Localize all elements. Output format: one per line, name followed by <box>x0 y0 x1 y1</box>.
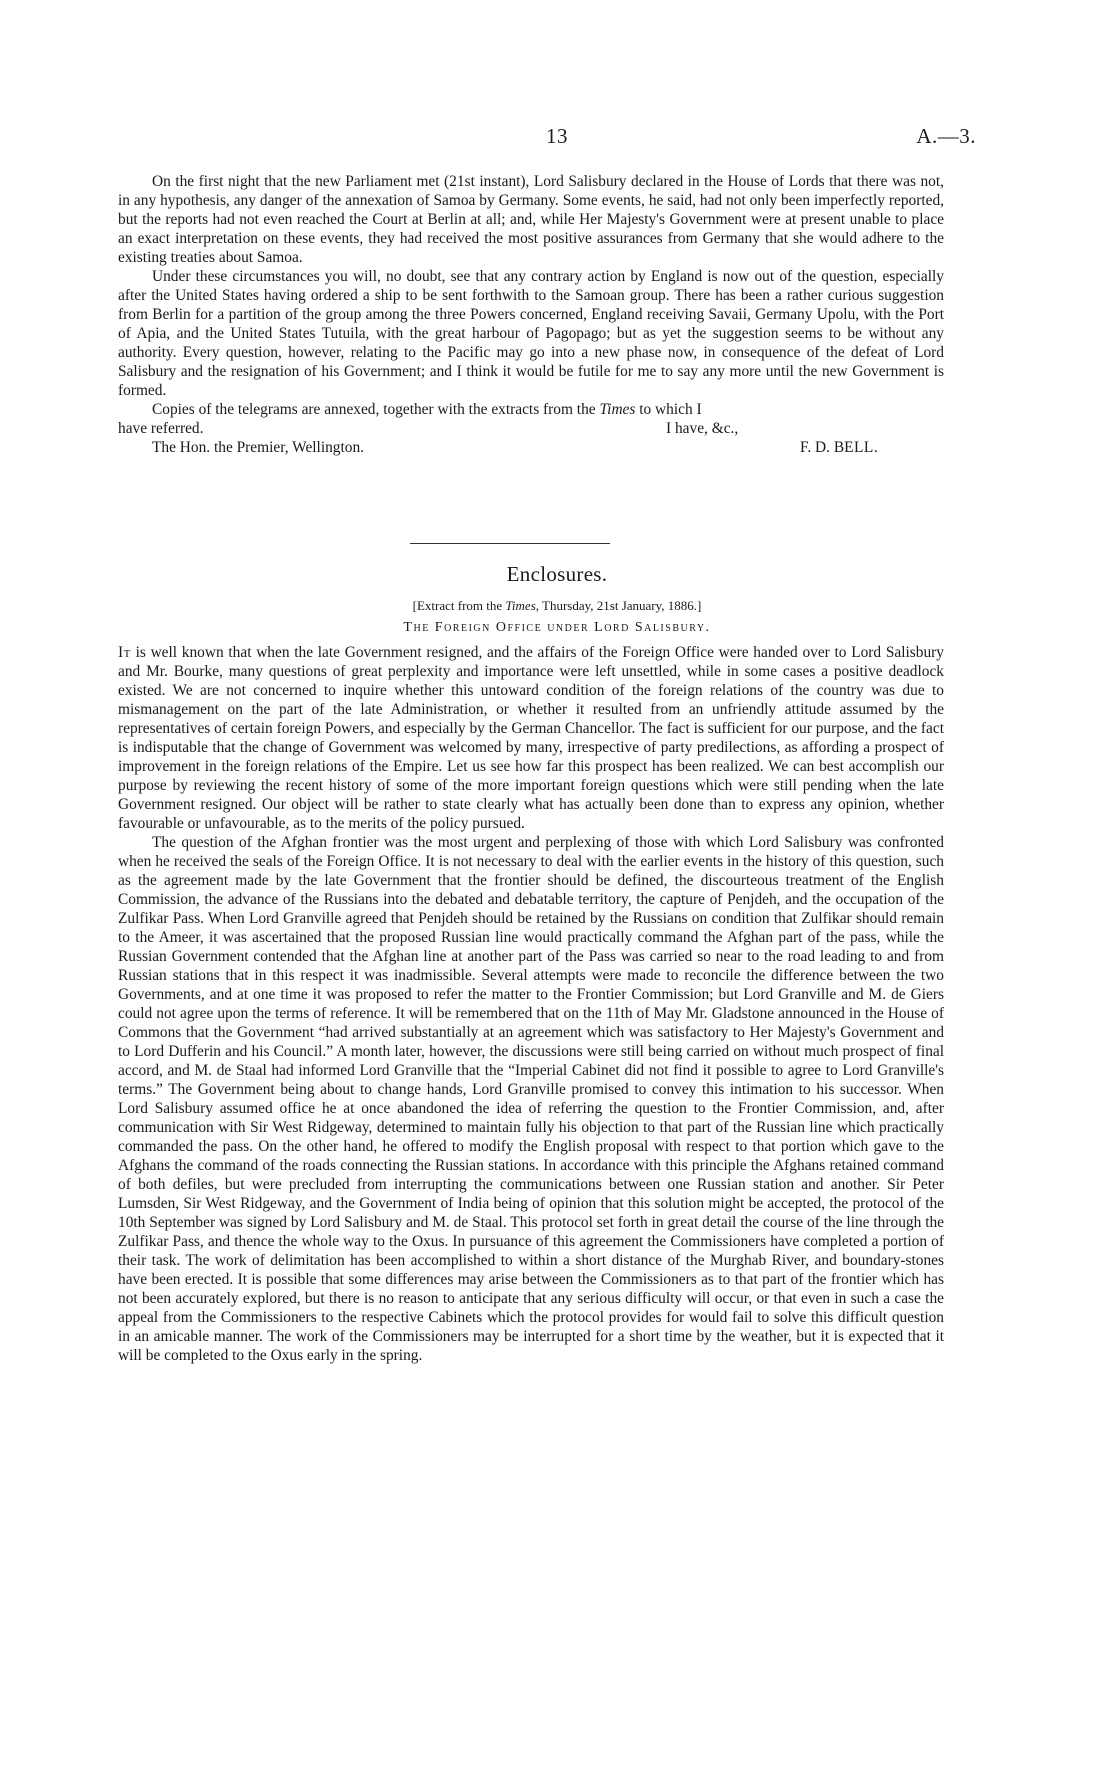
signature <box>800 438 878 457</box>
enclosures-heading: Enclosures. <box>506 562 608 586</box>
closing-phrase: I have, &c., <box>666 420 739 437</box>
letter-paragraph-1: On the first night that the new Parliament met (21st instant), Lord Salisbury declared in the House of Lords that there was not, in any hypothesis, any danger of the annexation of Samoa by Germany. Some events, he said, had not only been imperfectly reported, but the reports had not even reached the Court at Berlin at all; and, while Her Majesty's Government were at present unable to place an exact interpretation on these events, they had received the most positive assurances from Germany that she would adhere to the existing treaties about Samoa. <box>118 173 944 266</box>
copies-line-italic: Times <box>599 401 636 418</box>
extract-post: , Thursday, 21st January, 1886.] <box>535 598 702 613</box>
copies-line-start: Copies of the telegrams are annexed, together with the extracts from the <box>152 401 600 418</box>
letter-body <box>118 172 944 457</box>
extract-italic: Times <box>505 598 536 613</box>
have-referred: have referred. <box>118 420 204 437</box>
extract-pre: [Extract from the <box>412 598 506 613</box>
letter-paragraph-3 <box>118 400 944 419</box>
article-title: The Foreign Office under Lord Salisbury. <box>403 620 711 635</box>
article-paragraph-2: The question of the Afghan frontier was the most urgent and perplexing of those with which Lord Salisbury was confronted when he received the seals of the Foreign Office. It is not necessary to deal with the earlier events in the history of this question, such as the agreement made by the late Government that the frontier should be defined, the discourteous treatment of the English Commission, the advance of the Russians into the debated and debatable territory, the capture of Penjdeh, and the occupation of the Zulfikar Pass. When Lord Granville agreed that Penjdeh should be retained by the Russians on condition that Zulfikar should remain to the Ameer, it was ascertained that the proposed Russian line would practically command the Afghan part of the pass, while the Russian Government contended that the Afghan line at another part of the Pass was carried so near to the road leading to and from Russian stations that in this respect it was inadmissible. Several attempts were made to reconcile the difference between the two Governments, and at one time it was proposed to refer the matter to the Frontier Commission; but Lord Granville and M. de Giers could not agree upon the terms of reference. It will be remembered that on the 11th of May Mr. Gladstone announced in the House of Commons that the Government “had arrived substantially at an agreement which was satisfactory to Her Majesty's Government and to Lord Dufferin and his Council.” A month later, however, the discussions were still being carried on without much prospect of final accord, and M. de Staal had informed Lord Granville that the “Imperial Cabinet did not find it possible to agree to Lord Granville's terms.” The Government being about to change hands, Lord Granville promised to convey this intimation to his successor. When Lord Salisbury assumed office he at once abandoned the idea of referring the question to the Frontier Commission, and, after communication with Sir West Ridgeway, determined to maintain fully his objection to that part of the Russian line which practically commanded the pass. On the other hand, he offered to modify the English proposal with respect to that portion which gave to the Afghans the command of the roads connecting the Russian stations. In accordance with this principle the Afghans retained command of both defiles, but were precluded from interrupting the communications between one Russian station and another. Sir Peter Lumsden, Sir West Ridgeway, and the Government of India being of opinion that this solution might be accepted, the protocol of the 10th September was signed by Lord Salisbury and M. de Staal. This protocol set forth in great detail the course of the line through the Zulfikar Pass, and thence the whole way to the Oxus. In pursuance of this agreement the Commissioners have completed a portion of their task. The work of delimitation has been accomplished to within a short distance of the Murghab River, and boundary-stones have been erected. It is possible that some differences may arise between the Commissioners as to that part of the frontier which has not been accurately explored, but there is no reason to anticipate that any serious difficulty will occur, or that even in such a case the appeal from the Commissioners to the respective Cabinets which the protocol provides for would fail to solve this difficult question in an amicable manner. The work of the Commissioners may be interrupted for a short time by the weather, but it is expected that it will be completed to the Oxus early in the spring. <box>118 834 944 1364</box>
article-paragraph-1 <box>118 643 944 833</box>
article-first-word: It <box>118 644 131 661</box>
section-divider <box>410 543 610 544</box>
page-number: 13 <box>546 124 568 148</box>
signoff-row-1 <box>118 419 944 438</box>
extract-source <box>0 598 1114 614</box>
article-body <box>118 643 944 1365</box>
letter-paragraph-2: Under these circumstances you will, no doubt, see that any contrary action by England is now out of the question, especially after the United States having ordered a ship to be sent forthwith to the Samoan group. There has been a rather curious suggestion from Berlin for a partition of the group among the three Powers concerned, England receiving Savaii, Germany Upolu, with the Port of Apia, and the United States Tutuila, with the great harbour of Pagopago; but as yet the suggestion seems to be without any authority. Every question, however, relating to the Pacific may go into a new phase now, in consequence of the defeat of Lord Salisbury and the resignation of his Government; and I think it would be futile for me to say any more until the new Government is formed. <box>118 268 944 399</box>
signoff-row-2 <box>118 438 944 457</box>
article-paragraph-1-text: is well known that when the late Government resigned, and the affairs of the Foreign Office were handed over to Lord Salisbury and Mr. Bourke, many questions of great perplexity and importance were left unsettled, while in some cases a positive deadlock existed. We are not concerned to inquire whether this untoward condition of the foreign relations of the country was due to mismanagement on the part of the late Administration, or whether it resulted from an unfriendly attitude assumed by the representatives of certain foreign Powers, and especially by the German Chancellor. The fact is sufficient for our purpose, and the fact is indisputable that the change of Government was welcomed by many, irrespective of party predilections, as affording a prospect of improvement in the foreign relations of the Empire. Let us see how far this prospect has been realized. We can best accomplish our purpose by reviewing the recent history of some of the more important foreign questions which were still pending when the late Government resigned. Our object will be rather to state clearly what has actually been done than to express any opinion, whether favourable or unfavourable, as to the merits of the policy pursued. <box>118 644 944 832</box>
signature-initials: F. D. B <box>800 439 845 456</box>
signature-rest: ELL. <box>844 439 879 456</box>
copies-line-end: to which I <box>635 401 702 418</box>
addressee: The Hon. the Premier, Wellington. <box>152 439 365 456</box>
document-reference: A.—3. <box>916 124 976 148</box>
